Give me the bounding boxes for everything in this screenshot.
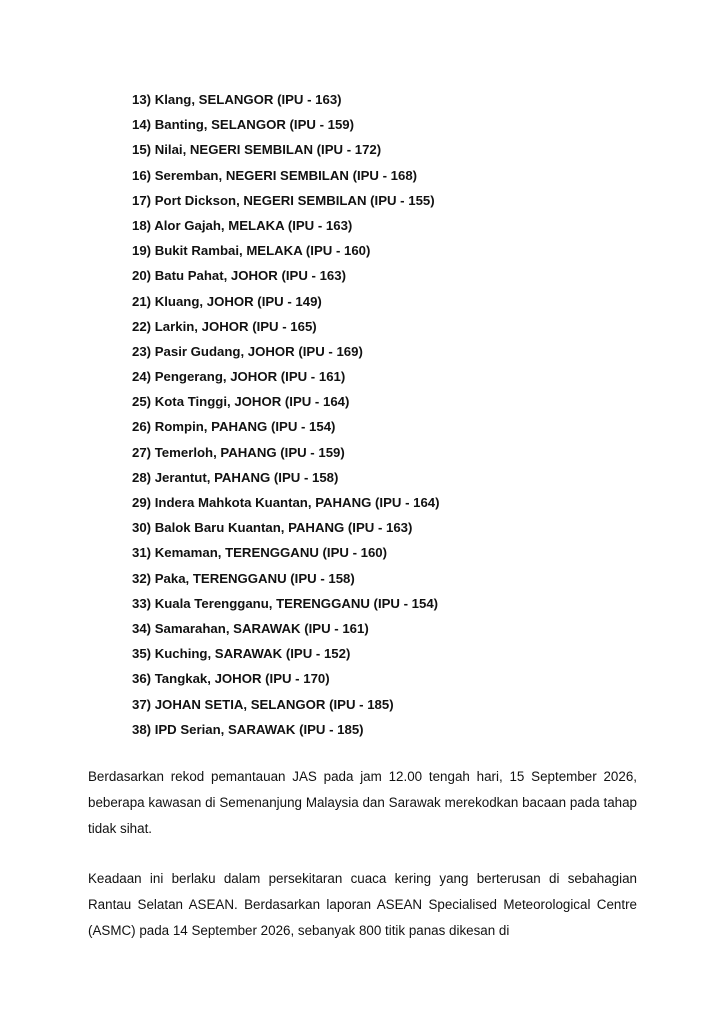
list-item: 30) Balok Baru Kuantan, PAHANG (IPU - 163) (132, 520, 413, 536)
list-item: 19) Bukit Rambai, MELAKA (IPU - 160) (132, 243, 371, 259)
body-paragraph: Berdasarkan rekod pemantauan JAS pada jam 12.00 tengah hari, 15 September 2026, beberapa kawasan di Semenanjung Malaysia dan Sarawak merekodkan bacaan pada tahap tidak sihat. (88, 769, 637, 836)
list-item: 20) Batu Pahat, JOHOR (IPU - 163) (132, 268, 346, 284)
list-item: 32) Paka, TERENGGANU (IPU - 158) (132, 570, 355, 586)
list-item: 36) Tangkak, JOHOR (IPU - 170) (132, 671, 330, 687)
list-item: 31) Kemaman, TERENGGANU (IPU - 160) (132, 545, 388, 561)
list-item: 27) Temerloh, PAHANG (IPU - 159) (132, 444, 345, 460)
list-item: 33) Kuala Terengganu, TERENGGANU (IPU - 154) (132, 595, 439, 611)
list-item: 23) Pasir Gudang, JOHOR (IPU - 169) (132, 343, 363, 359)
list-item: 34) Samarahan, SARAWAK (IPU - 161) (132, 620, 369, 636)
list-item: 38) IPD Serian, SARAWAK (IPU - 185) (132, 721, 364, 737)
list-item: 21) Kluang, JOHOR (IPU - 149) (132, 293, 322, 309)
body-paragraph: Keadaan ini berlaku dalam persekitaran cuaca kering yang berterusan di sebahagian Rantau Selatan ASEAN. Berdasarkan laporan ASEAN Specialised Meteorological Centre (ASMC) pada 14 September 2026, sebanyak 800 titik panas dikesan di (88, 871, 637, 938)
list-item: 29) Indera Mahkota Kuantan, PAHANG (IPU - 164) (132, 495, 440, 510)
list-item: 14) Banting, SELANGOR (IPU - 159) (132, 117, 355, 133)
list-item: 16) Seremban, NEGERI SEMBILAN (IPU - 168) (132, 167, 418, 183)
station-list (132, 87, 440, 742)
list-item: 18) Alor Gajah, MELAKA (IPU - 163) (132, 217, 353, 233)
list-item: 24) Pengerang, JOHOR (IPU - 161) (132, 369, 346, 385)
list-item: 15) Nilai, NEGERI SEMBILAN (IPU - 172) (132, 142, 382, 158)
list-item: 35) Kuching, SARAWAK (IPU - 152) (132, 646, 351, 662)
list-item: 28) Jerantut, PAHANG (IPU - 158) (132, 469, 339, 485)
list-item: 13) Klang, SELANGOR (IPU - 163) (132, 92, 342, 107)
list-item: 26) Rompin, PAHANG (IPU - 154) (132, 419, 336, 435)
list-item: 17) Port Dickson, NEGERI SEMBILAN (IPU - 155) (132, 192, 435, 208)
list-item: 25) Kota Tinggi, JOHOR (IPU - 164) (132, 394, 350, 410)
list-item: 22) Larkin, JOHOR (IPU - 165) (132, 318, 317, 334)
list-item: 37) JOHAN SETIA, SELANGOR (IPU - 185) (132, 696, 394, 712)
